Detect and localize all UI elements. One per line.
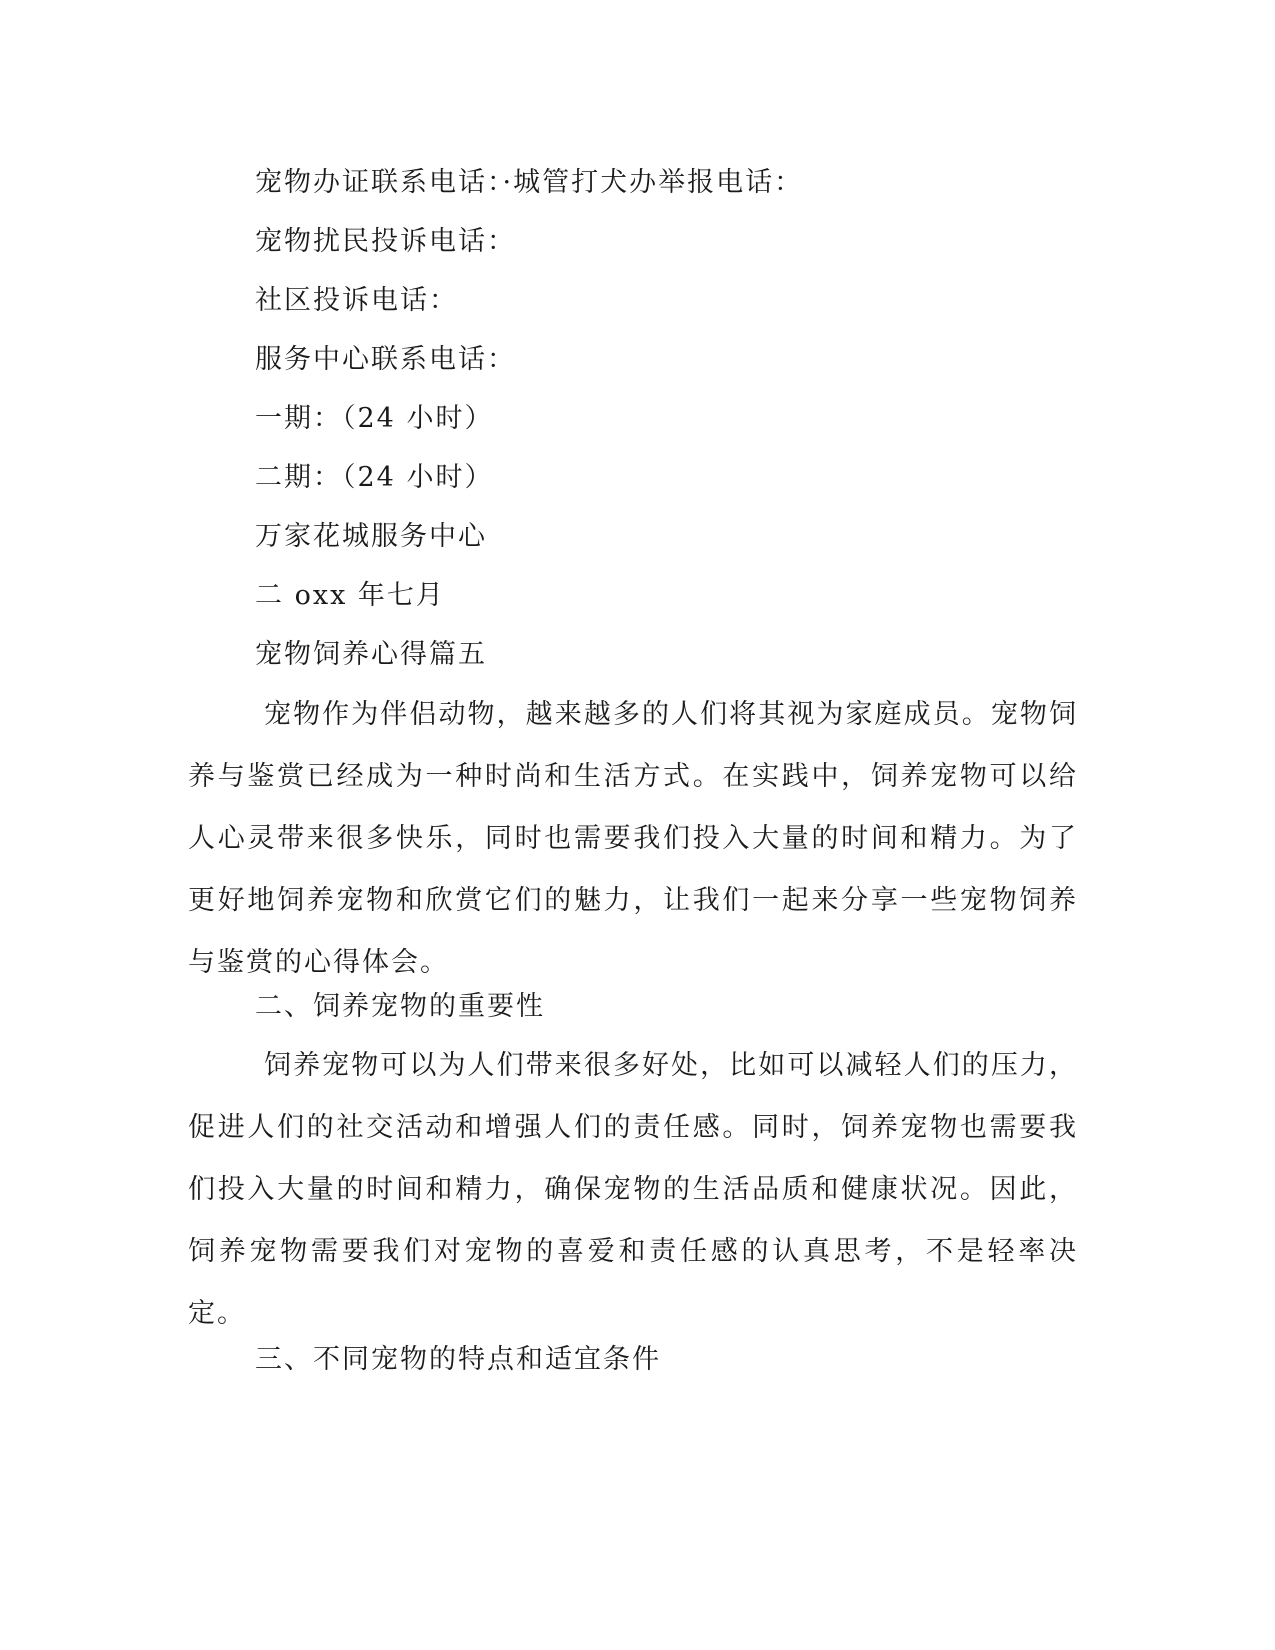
contact-line-phase-one: 一期：（24 小时） <box>255 403 494 434</box>
section-title: 宠物饲养心得篇五 <box>255 639 487 670</box>
contact-line-pet-license-and-report: 宠物办证联系电话：·城管打犬办举报电话： <box>255 167 804 198</box>
signature-organization: 万家花城服务中心 <box>255 521 487 552</box>
contact-line-service-center: 服务中心联系电话： <box>255 344 516 375</box>
paragraph-intro: 宠物作为伴侣动物，越来越多的人们将其视为家庭成员。宠物饲养与鉴赏已经成为一种时尚和生活方式。在实践中，饲养宠物可以给人心灵带来很多快乐，同时也需要我们投入大量的时间和精力。为了更好地饲养宠物和欣赏它们的魅力，让我们一起来分享一些宠物饲养与鉴赏的心得体会。 <box>188 699 1078 978</box>
heading-pet-characteristics: 三、不同宠物的特点和适宜条件 <box>255 1344 661 1375</box>
signature-date: 二 oxx 年七月 <box>255 580 445 611</box>
heading-importance: 二、饲养宠物的重要性 <box>255 991 545 1022</box>
contact-line-community-complaint: 社区投诉电话： <box>255 285 458 316</box>
contact-line-phase-two: 二期：（24 小时） <box>255 462 494 493</box>
contact-line-disturbance-complaint: 宠物扰民投诉电话： <box>255 226 516 257</box>
paragraph-importance: 饲养宠物可以为人们带来很多好处，比如可以减轻人们的压力，促进人们的社交活动和增强人们的责任感。同时，饲养宠物也需要我们投入大量的时间和精力，确保宠物的生活品质和健康状况。因此，饲养宠物需要我们对宠物的喜爱和责任感的认真思考，不是轻率决定。 <box>188 1050 1078 1329</box>
